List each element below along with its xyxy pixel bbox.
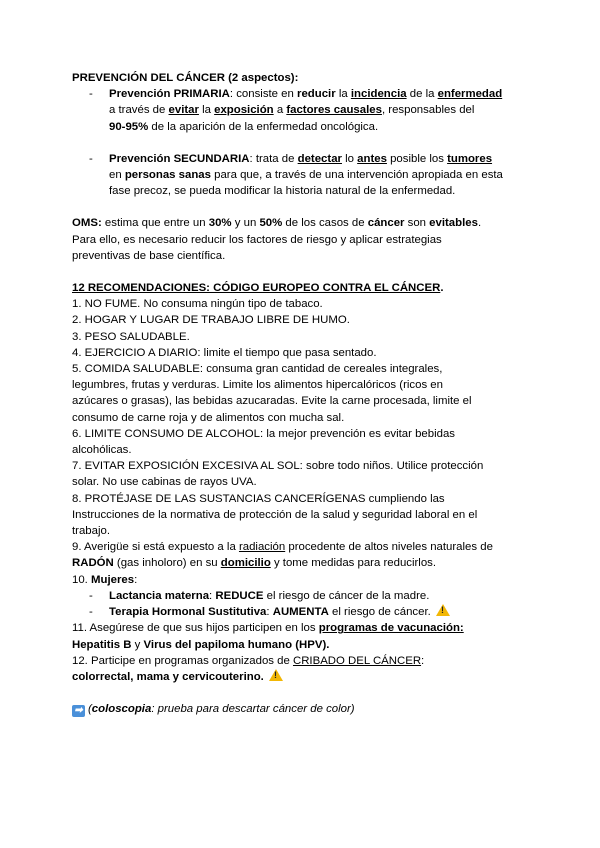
kw-reduce: REDUCE	[215, 589, 264, 602]
secundaria-label: Prevención SECUNDARIA	[109, 152, 250, 165]
recommendation-5-cont: consumo de carne roja y de alimentos con mucha sal.	[72, 411, 345, 424]
text: preventivas de base científica.	[72, 249, 226, 262]
recommendation-7: 7. EVITAR EXPOSICIÓN EXCESIVA AL SOL: sobre todo niños. Utilice protección	[72, 460, 484, 473]
text: .	[477, 217, 482, 230]
warning-icon	[269, 669, 283, 681]
recommendation-12-cont	[72, 669, 532, 685]
recommendation-12	[72, 653, 532, 669]
kw-cribado: CRIBADO DEL CÁNCER	[292, 654, 422, 667]
kw-pct: 90-95%	[109, 120, 149, 133]
kw-reducir: reducir	[297, 88, 336, 101]
text: de la	[406, 88, 438, 101]
kw-detectar: detectar	[297, 152, 342, 165]
recommendation-9	[72, 539, 532, 555]
kw-50: 50%	[259, 217, 283, 230]
bullet-dash: -	[89, 589, 93, 602]
recommendation-11	[72, 620, 532, 636]
bullet-dash: -	[89, 152, 93, 165]
text: .	[440, 282, 444, 295]
kw-aumenta: AUMENTA	[272, 606, 329, 619]
kw-mujeres: Mujeres	[91, 573, 135, 586]
warning-icon	[436, 604, 450, 616]
recommendation-11-cont	[72, 637, 532, 653]
text: para que, a través de una intervención apropiada en esta	[210, 169, 503, 182]
text: : prueba para descartar cáncer de color)	[151, 703, 355, 716]
text: 11. Asegúrese de que sus hijos participen en los	[72, 622, 319, 635]
text: a través de	[109, 104, 169, 117]
kw-exposicion: exposición	[214, 104, 274, 117]
page-title: PREVENCIÓN DEL CÁNCER (2 aspectos):	[72, 72, 299, 84]
kw-vph: Virus del papiloma humano (HPV).	[143, 638, 330, 651]
recommendation-5-cont: legumbres, frutas y verduras. Limite los alimentos hipercalóricos (ricos en	[72, 379, 443, 392]
kw-enfermedad: enfermedad	[437, 88, 503, 101]
text: : trata de	[249, 152, 298, 165]
recommendation-5-cont: azúcares o grasas), las bebidas azucaradas. Evite la carne procesada, limite el	[72, 395, 472, 408]
text: :	[421, 654, 425, 667]
text: de la aparición de la enfermedad oncológica.	[148, 120, 379, 133]
recommendation-2: 2. HOGAR Y LUGAR DE TRABAJO LIBRE DE HUMO.	[72, 314, 350, 327]
recommendation-8: 8. PROTÉJASE DE LAS SUSTANCIAS CANCERÍGENAS cumpliendo las	[72, 492, 445, 505]
nota-coloscopia	[72, 701, 532, 717]
primaria-item	[72, 86, 532, 135]
kw-incidencia: incidencia	[350, 88, 407, 101]
kw-radiacion: radiación	[238, 541, 286, 554]
text: estima que entre un	[101, 217, 209, 230]
recommendation-7-cont: solar. No use cabinas de rayos UVA.	[72, 476, 257, 489]
text: 12. Participe en programas organizados de	[72, 654, 293, 667]
text: (	[88, 703, 92, 716]
codigo-section	[72, 280, 532, 685]
text: :	[209, 589, 216, 602]
recommendation-3: 3. PESO SALUDABLE.	[72, 330, 190, 343]
text: lo	[341, 152, 358, 165]
recommendation-6-cont: alcohólicas.	[72, 444, 132, 457]
kw-coloscopia: coloscopia	[91, 703, 152, 716]
document-body	[72, 70, 532, 717]
text: Para ello, es necesario reducir los factores de riesgo y aplicar estrategias	[72, 233, 442, 246]
text: procedente de altos niveles naturales de	[285, 541, 493, 554]
text: (gas inholoro) en su	[113, 557, 221, 570]
section-heading: 12 RECOMENDACIONES: CÓDIGO EUROPEO CONTRA EL CÁNCER	[72, 282, 441, 295]
kw-factores: factores causales	[286, 104, 382, 117]
text: y un	[231, 217, 260, 230]
kw-hepatitis: Hepatitis B	[72, 638, 132, 651]
text: 10.	[72, 573, 91, 586]
kw-cancer: cáncer	[367, 217, 405, 230]
kw-terapia: Terapia Hormonal Sustitutiva	[109, 606, 267, 619]
recommendation-10	[72, 572, 532, 588]
kw-30: 30%	[208, 217, 232, 230]
recommendation-9-cont	[72, 555, 532, 571]
oms-label: OMS:	[72, 217, 102, 230]
recommendation-1: 1. NO FUME. No consuma ningún tipo de tabaco.	[72, 298, 323, 311]
text: la	[198, 104, 215, 117]
text: de los casos de	[282, 217, 368, 230]
text: : consiste en	[229, 88, 298, 101]
text: , responsables del	[381, 104, 475, 117]
right-arrow-icon: ➡	[72, 705, 85, 717]
recommendation-5: 5. COMIDA SALUDABLE: consuma gran cantidad de cereales integrales,	[72, 363, 443, 376]
mujeres-item-lactancia	[72, 588, 532, 604]
text: :	[266, 606, 273, 619]
primaria-label: Prevención PRIMARIA	[109, 88, 230, 101]
secundaria-item	[72, 151, 532, 200]
recommendation-4: 4. EJERCICIO A DIARIO: limite el tiempo que pasa sentado.	[72, 346, 377, 359]
bullet-dash: -	[89, 606, 93, 619]
text: fase precoz, se pueda modificar la historia natural de la enfermedad.	[109, 185, 456, 198]
text: y	[131, 638, 144, 651]
text: el riesgo de cáncer de la madre.	[263, 589, 430, 602]
recommendation-8-cont: trabajo.	[72, 525, 110, 538]
kw-evitables: evitables	[429, 217, 478, 230]
text: el riesgo de cáncer.	[328, 606, 431, 619]
kw-antes: antes	[357, 152, 387, 165]
oms-paragraph	[72, 215, 532, 264]
text: son	[404, 217, 430, 230]
kw-programas: programas de vacunación:	[318, 622, 464, 635]
text: a	[273, 104, 287, 117]
text: y tome medidas para reducirlos.	[270, 557, 437, 570]
kw-tumores: tumores	[447, 152, 493, 165]
text: en	[109, 169, 125, 182]
kw-domicilio: domicilio	[220, 557, 271, 570]
text: :	[134, 573, 138, 586]
kw-personas: personas sanas	[124, 169, 211, 182]
kw-radon: RADÓN	[72, 557, 114, 570]
kw-evitar: evitar	[168, 104, 199, 117]
kw-lactancia: Lactancia materna	[109, 589, 210, 602]
text: la	[335, 88, 351, 101]
text: 9. Averigüe si está expuesto a la	[72, 541, 239, 554]
recommendation-8-cont: Instrucciones de la normativa de protección de la salud y seguridad laboral en el	[72, 508, 478, 521]
mujeres-item-terapia	[72, 604, 532, 620]
kw-cribado-tipos: colorrectal, mama y cervicouterino.	[72, 670, 264, 683]
recommendation-6: 6. LIMITE CONSUMO DE ALCOHOL: la mejor prevención es evitar bebidas	[72, 427, 455, 440]
bullet-dash: -	[89, 88, 93, 101]
text: posible los	[386, 152, 448, 165]
